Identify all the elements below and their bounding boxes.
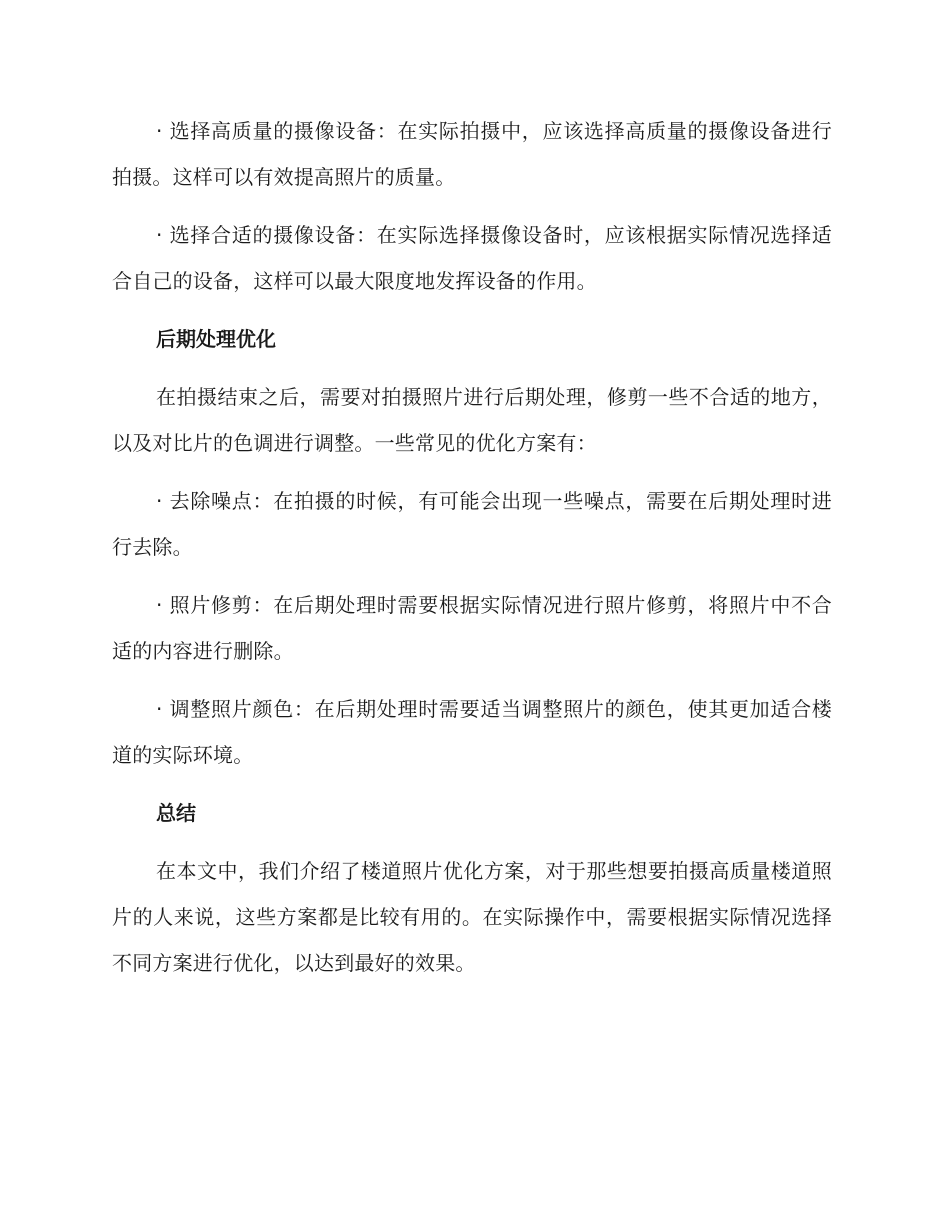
section-heading-post-processing: 后期处理优化 <box>156 327 276 351</box>
bullet-paragraph-hq-camera: · 选择高质量的摄像设备：在实际拍摄中，应该选择高质量的摄像设备进行拍摄。这样可以有效提高照片的质量。 <box>112 119 832 189</box>
section-heading-summary: 总结 <box>156 801 196 825</box>
paragraph-post-processing-intro: 在拍摄结束之后，需要对拍摄照片进行后期处理，修剪一些不合适的地方，以及对比片的色调进行调整。一些常见的优化方案有： <box>112 385 832 455</box>
bullet-paragraph-color: · 调整照片颜色：在后期处理时需要适当调整照片的颜色，使其更加适合楼道的实际环境。 <box>112 697 832 767</box>
bullet-paragraph-suitable-camera: · 选择合适的摄像设备：在实际选择摄像设备时，应该根据实际情况选择适合自己的设备，这样可以最大限度地发挥设备的作用。 <box>112 223 832 293</box>
bullet-paragraph-denoise: · 去除噪点：在拍摄的时候，有可能会出现一些噪点，需要在后期处理时进行去除。 <box>112 489 832 559</box>
bullet-paragraph-crop: · 照片修剪：在后期处理时需要根据实际情况进行照片修剪，将照片中不合适的内容进行删除。 <box>112 593 832 663</box>
paragraph-summary: 在本文中，我们介绍了楼道照片优化方案，对于那些想要拍摄高质量楼道照片的人来说，这些方案都是比较有用的。在实际操作中，需要根据实际情况选择不同方案进行优化，以达到最好的效果。 <box>112 859 832 975</box>
document-page <box>112 108 832 998</box>
